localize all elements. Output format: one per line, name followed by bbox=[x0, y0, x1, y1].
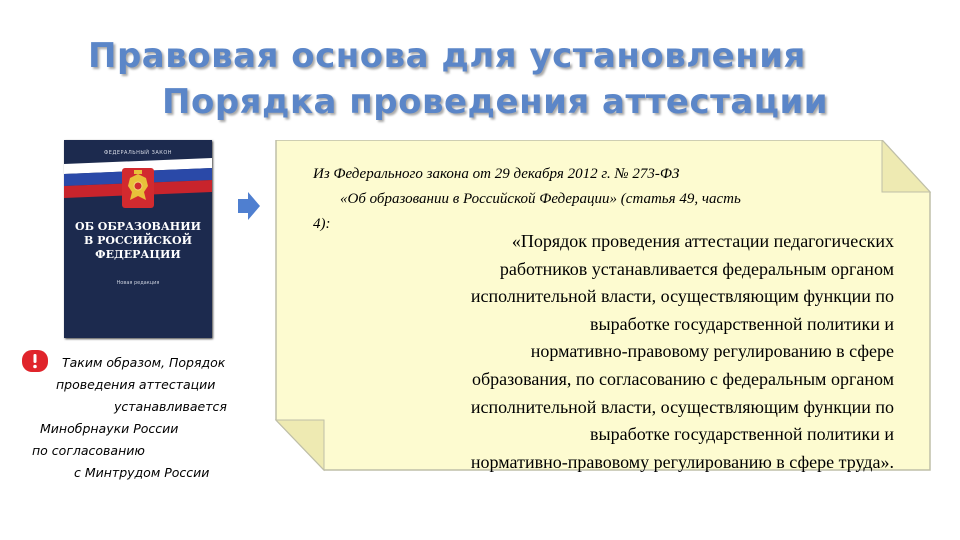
law-quote bbox=[300, 228, 894, 476]
source-line-1: Из Федерального закона от 29 декабря 2012 г. № 273-ФЗ bbox=[313, 166, 680, 182]
source-line-3: 4): bbox=[313, 216, 331, 232]
book-cover-title-line: В РОССИЙСКОЙ bbox=[83, 234, 192, 247]
coat-of-arms-icon bbox=[120, 166, 156, 210]
slide-title-line-2: Порядка проведения аттестации bbox=[162, 82, 829, 122]
quote-line: образования, по согласованию с федеральным органом bbox=[471, 368, 894, 389]
quote-line: нормативно-правовому регулированию в сфере труда». bbox=[470, 451, 894, 472]
quote-line: выработке государственной политики и bbox=[590, 424, 894, 445]
conclusion-note bbox=[30, 352, 256, 484]
book-cover-title-line: ФЕДЕРАЦИИ bbox=[95, 248, 181, 261]
quote-line: «Порядок проведения аттестации педагогических bbox=[511, 231, 894, 251]
quote-line: исполнительной власти, осуществляющим функции по bbox=[470, 286, 894, 307]
right-arrow-icon bbox=[238, 192, 260, 220]
law-book-cover bbox=[64, 140, 212, 338]
book-cover-title-line: ОБ ОБРАЗОВАНИИ bbox=[75, 220, 201, 233]
note-line: проведения аттестации bbox=[56, 377, 216, 392]
note-line: с Минтрудом России bbox=[74, 465, 210, 480]
quote-line: выработке государственной политики и bbox=[590, 313, 894, 334]
slide-title-line-1: Правовая основа для установления bbox=[88, 36, 806, 76]
law-source-reference bbox=[313, 162, 885, 237]
quote-line: нормативно-правовому регулированию в сфере bbox=[530, 341, 894, 362]
quote-line: исполнительной власти, осуществляющим функции по bbox=[470, 396, 894, 417]
note-line: Минобрнауки России bbox=[40, 421, 179, 436]
book-top-label: ФЕДЕРАЛЬНЫЙ ЗАКОН bbox=[103, 150, 173, 156]
quote-line: работников устанавливается федеральным органом bbox=[499, 258, 894, 279]
note-line: устанавливается bbox=[114, 399, 227, 414]
book-edition-label: Новая редакция bbox=[116, 280, 160, 286]
note-line: по согласованию bbox=[32, 443, 145, 458]
source-line-2: «Об образовании в Российской Федерации» (статья 49, часть bbox=[340, 191, 741, 207]
note-line: Таким образом, Порядок bbox=[62, 355, 226, 370]
book-cover-title bbox=[70, 220, 206, 262]
